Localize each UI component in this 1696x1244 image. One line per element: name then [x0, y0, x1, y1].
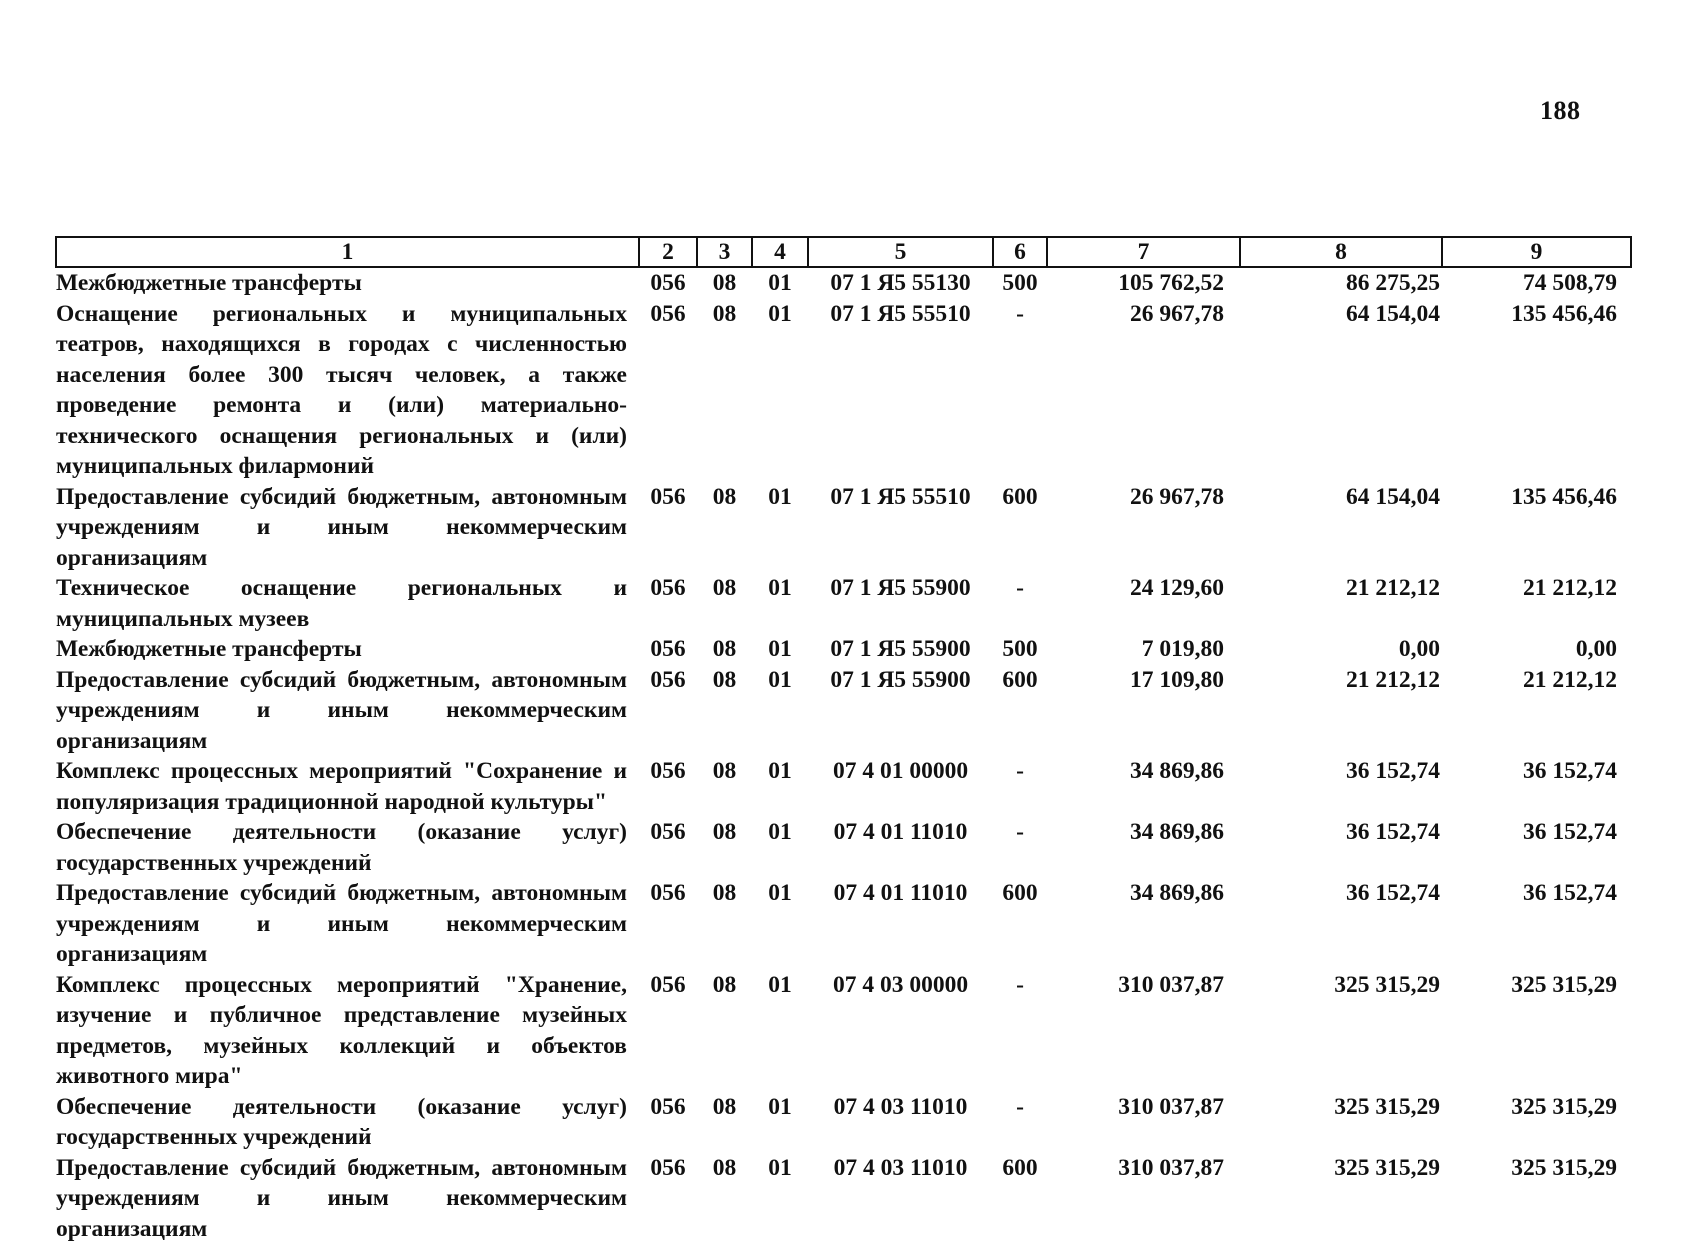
- table-row: [56, 970, 1631, 1092]
- row-amount-col8: 36 152,74: [1240, 756, 1442, 817]
- column-header-4: 4: [752, 237, 808, 267]
- column-header-3: 3: [697, 237, 752, 267]
- row-amount-col9: 74 508,79: [1442, 267, 1631, 299]
- table-row: [56, 1153, 1631, 1244]
- row-expense-type-code: 600: [993, 878, 1047, 970]
- row-description: Комплекс процессных мероприятий "Хранение, изучение и публичное представление музейных предметов, музейных коллекций и объектов животного мира": [56, 970, 639, 1092]
- row-section-code: 08: [697, 970, 752, 1092]
- table-row: [56, 1092, 1631, 1153]
- row-amount-col7: 26 967,78: [1047, 299, 1240, 482]
- row-amount-col7: 17 109,80: [1047, 665, 1240, 757]
- row-ministry-code: 056: [639, 878, 697, 970]
- row-subsection-code: 01: [752, 970, 808, 1092]
- row-subsection-code: 01: [752, 299, 808, 482]
- row-section-code: 08: [697, 1092, 752, 1153]
- row-section-code: 08: [697, 756, 752, 817]
- column-header-2: 2: [639, 237, 697, 267]
- row-target-article-code: 07 1 Я5 55900: [808, 665, 993, 757]
- row-target-article-code: 07 4 03 00000: [808, 970, 993, 1092]
- table-row: [56, 267, 1631, 299]
- row-section-code: 08: [697, 267, 752, 299]
- row-target-article-code: 07 1 Я5 55900: [808, 573, 993, 634]
- row-amount-col8: 86 275,25: [1240, 267, 1442, 299]
- row-amount-col9: 21 212,12: [1442, 573, 1631, 634]
- column-header-6: 6: [993, 237, 1047, 267]
- row-expense-type-code: -: [993, 817, 1047, 878]
- row-amount-col7: 24 129,60: [1047, 573, 1240, 634]
- table-row: [56, 482, 1631, 574]
- table-body: [56, 267, 1631, 1244]
- row-expense-type-code: 600: [993, 482, 1047, 574]
- table-row: [56, 573, 1631, 634]
- row-target-article-code: 07 4 01 11010: [808, 817, 993, 878]
- row-ministry-code: 056: [639, 573, 697, 634]
- row-ministry-code: 056: [639, 665, 697, 757]
- row-description: Оснащение региональных и муниципальных театров, находящихся в городах с численностью населения более 300 тысяч человек, а также проведение ремонта и (или) материально-технического оснащения региональных и (или) муниципальных филармоний: [56, 299, 639, 482]
- row-expense-type-code: 600: [993, 1153, 1047, 1244]
- row-description: Предоставление субсидий бюджетным, автономным учреждениям и иным некоммерческим организациям: [56, 878, 639, 970]
- row-subsection-code: 01: [752, 817, 808, 878]
- row-section-code: 08: [697, 573, 752, 634]
- row-amount-col8: 325 315,29: [1240, 970, 1442, 1092]
- row-description: Обеспечение деятельности (оказание услуг) государственных учреждений: [56, 817, 639, 878]
- row-amount-col7: 34 869,86: [1047, 878, 1240, 970]
- row-ministry-code: 056: [639, 970, 697, 1092]
- row-amount-col9: 21 212,12: [1442, 665, 1631, 757]
- table-row: [56, 634, 1631, 665]
- row-expense-type-code: -: [993, 970, 1047, 1092]
- row-description: Межбюджетные трансферты: [56, 634, 639, 665]
- row-description: Комплекс процессных мероприятий "Сохранение и популяризация традиционной народной культуры": [56, 756, 639, 817]
- row-section-code: 08: [697, 299, 752, 482]
- row-subsection-code: 01: [752, 1153, 808, 1244]
- row-section-code: 08: [697, 634, 752, 665]
- row-amount-col7: 310 037,87: [1047, 1153, 1240, 1244]
- table-header: [56, 237, 1631, 267]
- row-amount-col8: 36 152,74: [1240, 817, 1442, 878]
- row-expense-type-code: -: [993, 299, 1047, 482]
- row-target-article-code: 07 4 01 11010: [808, 878, 993, 970]
- row-target-article-code: 07 4 03 11010: [808, 1153, 993, 1244]
- row-expense-type-code: 500: [993, 267, 1047, 299]
- row-amount-col9: 325 315,29: [1442, 1092, 1631, 1153]
- row-amount-col9: 36 152,74: [1442, 878, 1631, 970]
- row-ministry-code: 056: [639, 756, 697, 817]
- row-description: Обеспечение деятельности (оказание услуг) государственных учреждений: [56, 1092, 639, 1153]
- row-subsection-code: 01: [752, 756, 808, 817]
- row-section-code: 08: [697, 1153, 752, 1244]
- column-header-8: 8: [1240, 237, 1442, 267]
- row-ministry-code: 056: [639, 817, 697, 878]
- row-amount-col8: 64 154,04: [1240, 299, 1442, 482]
- row-amount-col7: 310 037,87: [1047, 1092, 1240, 1153]
- row-amount-col9: 325 315,29: [1442, 970, 1631, 1092]
- row-target-article-code: 07 4 03 11010: [808, 1092, 993, 1153]
- budget-table: [55, 236, 1632, 1244]
- row-amount-col8: 325 315,29: [1240, 1153, 1442, 1244]
- row-amount-col7: 34 869,86: [1047, 817, 1240, 878]
- column-header-1: 1: [56, 237, 639, 267]
- row-subsection-code: 01: [752, 665, 808, 757]
- row-subsection-code: 01: [752, 634, 808, 665]
- row-amount-col8: 36 152,74: [1240, 878, 1442, 970]
- row-ministry-code: 056: [639, 299, 697, 482]
- row-amount-col8: 21 212,12: [1240, 665, 1442, 757]
- row-amount-col9: 135 456,46: [1442, 299, 1631, 482]
- row-target-article-code: 07 1 Я5 55900: [808, 634, 993, 665]
- table-row: [56, 665, 1631, 757]
- row-subsection-code: 01: [752, 1092, 808, 1153]
- row-expense-type-code: -: [993, 1092, 1047, 1153]
- row-amount-col9: 36 152,74: [1442, 756, 1631, 817]
- row-ministry-code: 056: [639, 634, 697, 665]
- row-expense-type-code: -: [993, 756, 1047, 817]
- row-ministry-code: 056: [639, 482, 697, 574]
- row-amount-col7: 105 762,52: [1047, 267, 1240, 299]
- row-section-code: 08: [697, 665, 752, 757]
- row-target-article-code: 07 1 Я5 55510: [808, 299, 993, 482]
- row-subsection-code: 01: [752, 267, 808, 299]
- row-amount-col7: 34 869,86: [1047, 756, 1240, 817]
- table-row: [56, 299, 1631, 482]
- table-row: [56, 817, 1631, 878]
- column-header-9: 9: [1442, 237, 1631, 267]
- row-amount-col9: 0,00: [1442, 634, 1631, 665]
- row-section-code: 08: [697, 817, 752, 878]
- row-description: Техническое оснащение региональных и муниципальных музеев: [56, 573, 639, 634]
- column-header-7: 7: [1047, 237, 1240, 267]
- row-ministry-code: 056: [639, 1092, 697, 1153]
- row-amount-col8: 21 212,12: [1240, 573, 1442, 634]
- row-amount-col8: 325 315,29: [1240, 1092, 1442, 1153]
- table-row: [56, 878, 1631, 970]
- row-subsection-code: 01: [752, 878, 808, 970]
- row-description: Предоставление субсидий бюджетным, автономным учреждениям и иным некоммерческим организациям: [56, 1153, 639, 1244]
- row-amount-col9: 135 456,46: [1442, 482, 1631, 574]
- row-expense-type-code: 500: [993, 634, 1047, 665]
- row-target-article-code: 07 4 01 00000: [808, 756, 993, 817]
- row-amount-col9: 36 152,74: [1442, 817, 1631, 878]
- row-amount-col7: 7 019,80: [1047, 634, 1240, 665]
- row-expense-type-code: -: [993, 573, 1047, 634]
- table-row: [56, 756, 1631, 817]
- row-target-article-code: 07 1 Я5 55510: [808, 482, 993, 574]
- row-amount-col9: 325 315,29: [1442, 1153, 1631, 1244]
- header-row: [56, 237, 1631, 267]
- budget-table-container: [55, 236, 1630, 1244]
- column-header-5: 5: [808, 237, 993, 267]
- row-amount-col7: 310 037,87: [1047, 970, 1240, 1092]
- row-subsection-code: 01: [752, 573, 808, 634]
- row-target-article-code: 07 1 Я5 55130: [808, 267, 993, 299]
- row-section-code: 08: [697, 482, 752, 574]
- row-amount-col8: 0,00: [1240, 634, 1442, 665]
- row-description: Межбюджетные трансферты: [56, 267, 639, 299]
- row-ministry-code: 056: [639, 1153, 697, 1244]
- row-subsection-code: 01: [752, 482, 808, 574]
- row-expense-type-code: 600: [993, 665, 1047, 757]
- row-ministry-code: 056: [639, 267, 697, 299]
- page-number: 188: [1540, 96, 1581, 126]
- row-amount-col8: 64 154,04: [1240, 482, 1442, 574]
- row-amount-col7: 26 967,78: [1047, 482, 1240, 574]
- row-description: Предоставление субсидий бюджетным, автономным учреждениям и иным некоммерческим организациям: [56, 665, 639, 757]
- row-description: Предоставление субсидий бюджетным, автономным учреждениям и иным некоммерческим организациям: [56, 482, 639, 574]
- row-section-code: 08: [697, 878, 752, 970]
